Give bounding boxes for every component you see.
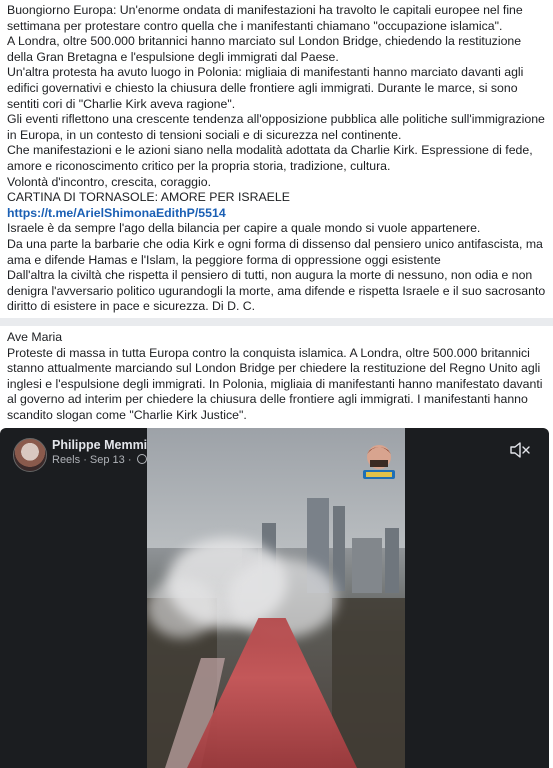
video-building — [333, 506, 345, 591]
reel-video[interactable] — [147, 428, 405, 768]
channel-logo-icon — [362, 442, 396, 482]
video-building — [352, 538, 382, 593]
post-1-paragraph: Buongiorno Europa: Un'enorme ondata di manifestazioni ha travolto le capitali europee nel fine settimana per protestare contro quella che i manifestanti chiamano "occupazione islamica". — [7, 3, 523, 33]
post-2-greeting: Ave Maria — [7, 330, 63, 344]
post-1-paragraph: Israele è da sempre l'ago della bilancia per capire a quale mondo si vuole appartenere. — [7, 221, 481, 236]
reel-meta — [52, 454, 147, 466]
post-1-paragraph: Che manifestazioni e le azioni siano nella modalità adottata da Charlie Kirk. Espressione di fede, amore e riconoscimento critico per la propria storia, tradizione, cultura. — [7, 143, 533, 173]
author-name[interactable]: Philippe Memmi — [52, 438, 148, 452]
post-divider — [0, 318, 553, 326]
post-2-paragraph: Proteste di massa in tutta Europa contro la conquista islamica. A Londra, oltre 500.000 britannici stanno attualmente marciando sul London Bridge per chiedere la restituzione del Regno Unito agli inglesi e l'espulsione degli immigrati. In Polonia, migliaia di manifestanti hanno manifestato davanti al governo ad interim per chiedere la chiusura delle frontiere agli immigrati. I manifestanti hanno scandito slogan come "Charlie Kirk Justice". — [7, 345, 543, 422]
post-1-paragraph: Volontà d'incontro, crescita, coraggio. — [7, 174, 211, 189]
post-1-paragraph: CARTINA DI TORNASOLE: AMORE PER ISRAELE — [7, 190, 290, 205]
post-1-text — [7, 3, 547, 315]
post-2-text — [7, 330, 547, 424]
embedded-reel[interactable] — [0, 428, 549, 768]
reel-date[interactable]: Sep 13 — [89, 454, 125, 466]
post-2 — [0, 326, 553, 768]
post-1-paragraph: Gli eventi riflettono una crescente tendenza all'opposizione pubblica alle politiche sull'immigrazione in Europa, in un contesto di tensioni sociali e di sicurezza nel continente. — [7, 112, 545, 142]
post-1-paragraph: Dall'altra la civiltà che rispetta il pensiero di tutti, non augura la morte di nessuno, non odia e non denigra l'avversario politico ugurandogli la morte, ama difende e rispetta Israele e il suo sacrosanto diritto di esistere in pace e sicurezza. Di D. C. — [7, 268, 546, 314]
video-smoke — [147, 578, 217, 638]
speaker-muted-icon[interactable] — [509, 442, 531, 458]
post-1-paragraph: Un'altra protesta ha avuto luogo in Polonia: migliaia di manifestanti hanno marciato davanti agli edifici governativi e chiesto la chiusura delle frontiere agli immigrati. Durante le marce, si sono sentiti cori di "Charlie Kirk aveva ragione". — [7, 65, 524, 111]
globe-icon — [137, 454, 147, 464]
post-1 — [0, 0, 553, 318]
telegram-link[interactable]: https://t.me/ArielShimonaEdithP/5514 — [7, 205, 226, 220]
post-1-paragraph: Da una parte la barbarie che odia Kirk e ogni forma di dissenso dal pensiero unico antifascista, ma ama e difende Hamas e l'Islam, la peggiore forma di oppressione oggi esistente — [7, 236, 543, 267]
separator-dot: · — [83, 454, 87, 466]
reel-source[interactable]: Reels — [52, 454, 81, 466]
avatar[interactable] — [13, 438, 47, 472]
video-building — [385, 528, 399, 593]
separator-dot: · — [127, 454, 132, 466]
post-1-paragraph: A Londra, oltre 500.000 britannici hanno marciato sul London Bridge, chiedendo la restituzione della Gran Bretagna e l'espulsione degli immigrati dal Paese. — [7, 34, 522, 64]
